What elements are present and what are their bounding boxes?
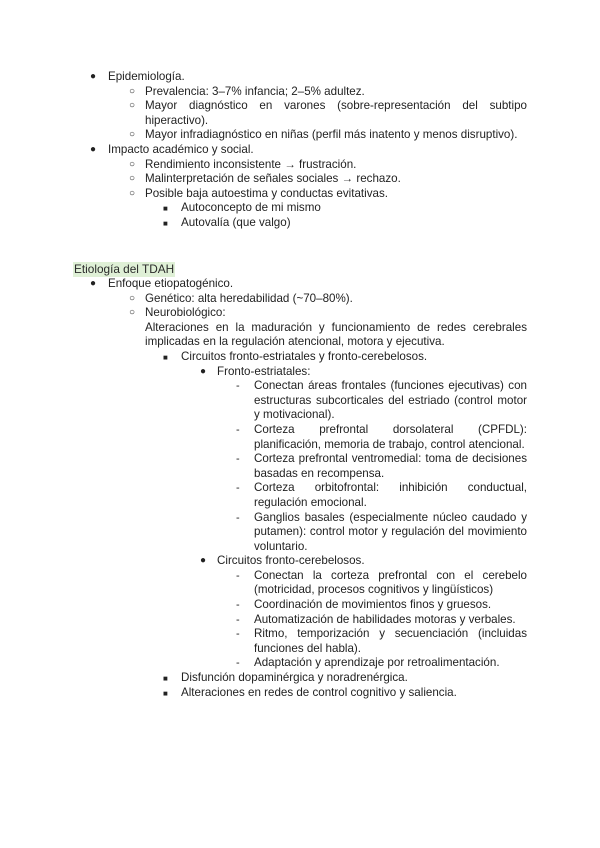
list-item [0, 569, 527, 598]
fc-item-3: Automatización de habilidades motoras y verbales. [254, 612, 516, 626]
list-item [0, 70, 527, 85]
dash-marker: - [236, 380, 240, 393]
dash-marker: - [236, 453, 240, 466]
circle-marker: ○ [129, 85, 136, 97]
list-item [0, 128, 527, 143]
dash-marker: - [236, 628, 240, 641]
dash-marker: - [236, 599, 240, 612]
fc-item-1: Conectan la corteza prefrontal con el cerebelo (motricidad, procesos cognitivos y lingüísticos) [254, 568, 527, 597]
fc-item-2: Coordinación de movimientos finos y gruesos. [254, 598, 492, 612]
list-item [0, 613, 527, 628]
prevalencia-text: Prevalencia: 3–7% infancia; 2–5% adultez. [145, 84, 365, 98]
etiology-list [0, 277, 527, 700]
list-item [0, 172, 527, 187]
bullet-marker: ● [90, 143, 97, 155]
list-item [0, 292, 527, 307]
list-item [0, 686, 527, 701]
square-marker: ■ [163, 204, 168, 214]
square-marker: ■ [163, 218, 168, 228]
dash-marker: - [236, 511, 240, 524]
list-item [0, 481, 527, 510]
bullet-marker: ● [200, 365, 207, 377]
list-item [0, 365, 527, 380]
list-item [0, 99, 527, 128]
dash-marker: - [236, 423, 240, 436]
section-heading: Etiología del TDAH [74, 262, 175, 276]
list-item [0, 187, 527, 202]
list-item [0, 277, 527, 292]
epidemiology-impact-list [0, 70, 527, 231]
disfuncion-text: Disfunción dopaminérgica y noradrenérgica. [181, 671, 408, 685]
fronto-cerebelosos-label: Circuitos fronto-cerebelosos. [217, 554, 365, 568]
list-item [0, 216, 527, 231]
list-item [0, 554, 527, 569]
fe-item-4: Corteza orbitofrontal: inhibición conductual, regulación emocional. [254, 481, 527, 509]
circuitos-label: Circuitos fronto-estriatales y fronto-cerebelosos. [181, 349, 428, 363]
bullet-marker: ● [200, 555, 207, 567]
fe-item-3: Corteza prefrontal ventromedial: toma de decisiones basadas en recompensa. [254, 452, 527, 480]
impacto-label: Impacto académico y social. [108, 142, 254, 156]
list-item [0, 656, 527, 671]
square-marker: ■ [163, 688, 168, 698]
dash-marker: - [236, 569, 240, 582]
list-item [0, 85, 527, 100]
list-item [0, 350, 527, 365]
fe-item-1: Conectan áreas frontales (funciones ejecutivas) con estructuras subcorticales del estriado (control motor y motivacional). [254, 379, 527, 422]
circle-marker: ○ [129, 100, 136, 112]
fc-item-5: Adaptación y aprendizaje por retroalimentación. [254, 656, 500, 670]
bullet-marker: ● [90, 71, 97, 82]
square-marker: ■ [163, 674, 168, 684]
list-item [0, 306, 527, 350]
list-item [0, 143, 527, 158]
alteraciones-redes-text: Alteraciones en redes de control cognitivo y saliencia. [181, 685, 457, 699]
diagnostico-varones-text: Mayor diagnóstico en varones (sobre-representación del subtipo hiperactivo). [145, 99, 527, 127]
circle-marker: ○ [129, 158, 136, 170]
list-item [0, 158, 527, 173]
dash-marker: - [236, 482, 240, 495]
neurobiologico-description: Alteraciones en la maduración y funcionamiento de redes cerebrales implicadas en la regulación atencional, motora y ejecutiva. [145, 320, 527, 349]
autovalia-text: Autovalía (que valgo) [181, 215, 291, 229]
malinterpretacion-text: Malinterpretación de señales sociales → rechazo. [145, 172, 401, 186]
fe-item-5: Ganglios basales (especialmente núcleo caudado y putamen): control motor y regulación del movimiento voluntario. [254, 510, 527, 553]
fronto-estriatales-label: Fronto-estriatales: [217, 364, 311, 378]
list-item [0, 598, 527, 613]
autoconcepto-text: Autoconcepto de mi mismo [181, 201, 321, 215]
epidemiologia-label: Epidemiología. [108, 70, 185, 83]
neurobiologico-label: Neurobiológico: [145, 306, 226, 320]
genetico-text: Genético: alta heredabilidad (~70–80%). [145, 291, 353, 305]
bullet-marker: ● [90, 278, 97, 289]
list-item [0, 201, 527, 216]
list-item [0, 627, 527, 656]
enfoque-label: Enfoque etiopatogénico. [108, 277, 234, 290]
circle-marker: ○ [129, 292, 136, 304]
circle-marker: ○ [129, 307, 136, 319]
list-item [0, 423, 527, 452]
fc-item-4: Ritmo, temporización y secuenciación (incluidas funciones del habla). [254, 627, 527, 655]
square-marker: ■ [163, 352, 168, 362]
fe-item-2: Corteza prefrontal dorsolateral (CPFDL): planificación, memoria de trabajo, control atencional. [254, 422, 527, 451]
dash-marker: - [236, 613, 240, 626]
list-item [0, 511, 527, 555]
circle-marker: ○ [129, 129, 136, 141]
circle-marker: ○ [129, 187, 136, 199]
list-item [0, 671, 527, 686]
infradiagnostico-text: Mayor infradiagnóstico en niñas (perfil más inatento y menos disruptivo). [145, 128, 518, 142]
list-item [0, 379, 527, 423]
autoestima-text: Posible baja autoestima y conductas evitativas. [145, 186, 388, 200]
list-item [0, 452, 527, 481]
dash-marker: - [236, 657, 240, 670]
rendimiento-text: Rendimiento inconsistente → frustración. [145, 157, 357, 171]
circle-marker: ○ [129, 173, 136, 185]
